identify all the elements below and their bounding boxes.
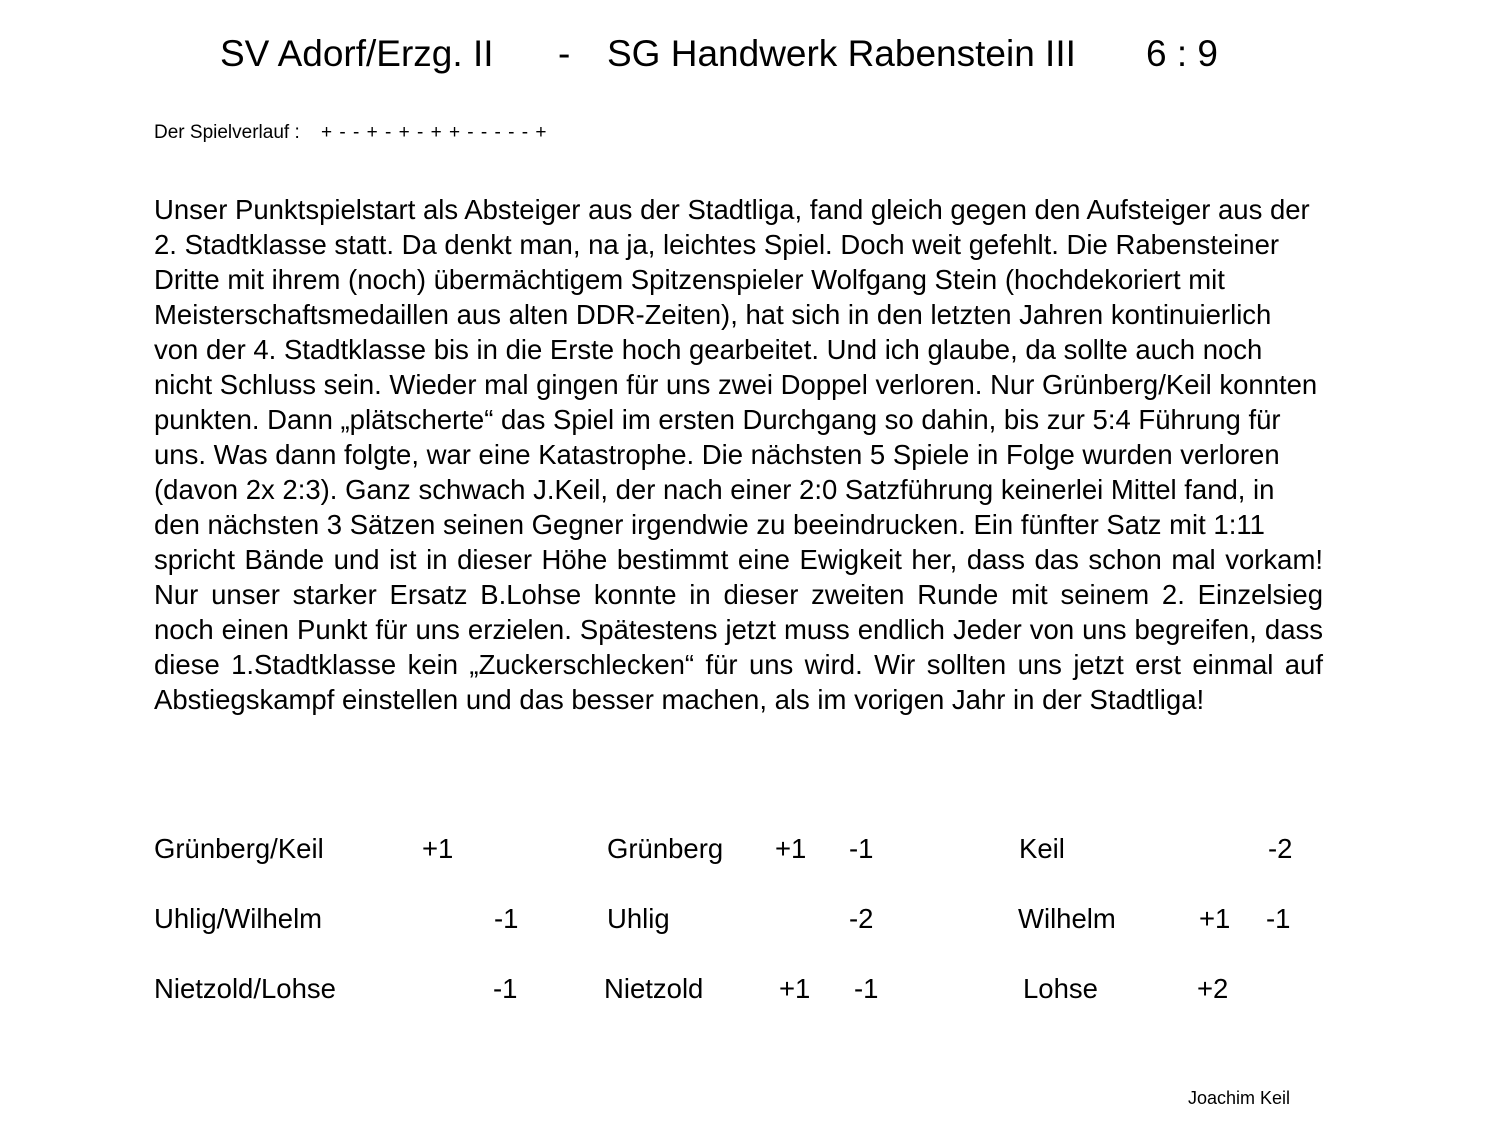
single-plus: +2: [1197, 973, 1229, 1004]
single-name: Lohse: [1023, 973, 1098, 1004]
single-name: Grünberg: [607, 833, 724, 864]
doubles-name: Nietzold/Lohse: [154, 973, 336, 1004]
home-team: SV Adorf/Erzg. II: [220, 33, 494, 74]
single-name: Wilhelm: [1018, 903, 1116, 934]
doubles-minus: -1: [494, 903, 519, 934]
match-score: 6 : 9: [1146, 33, 1218, 74]
single-plus: +1: [779, 973, 811, 1004]
single-name: Nietzold: [604, 973, 704, 1004]
single-name: Keil: [1019, 833, 1065, 864]
title-separator: -: [558, 33, 571, 74]
report-paragraph-1: Unser Punktspielstart als Absteiger aus der Stadtliga, fand gleich gegen den Aufsteiger aus der 2. Stadtklasse statt. Da denkt man, na ja, leichtes Spiel. Doch weit gefehlt. Die Rabensteiner Dritte mit ihrem (noch) übermächtigem Spitzenspieler Wolfgang Stein (hochdekoriert mit Meisterschaftsmedaillen aus alten DDR-Zeiten), hat sich in den letzten Jahren kontinuierlich von der 4. Stadtklasse bis in die Erste hoch gearbeitet. Und ich glaube, da sollte auch noch nicht Schluss sein. Wieder mal gingen für uns zwei Doppel verloren. Nur Grünberg/Keil konnten punkten. Dann „plätscherte“ das Spiel im ersten Durchgang so dahin, bis zur 5:4 Führung für uns. Was dann folgte, war eine Katastrophe. Die nächsten 5 Spiele in Folge wurden verloren (davon 2x 2:3). Ganz schwach J.Keil, der nach einer 2:0 Satzführung keinerlei Mittel fand, in den nächsten 3 Sätzen seinen Gegner irgendwie zu beeindrucken. Ein fünfter Satz mit 1:11: [154, 194, 1318, 540]
single-minus: -1: [854, 973, 879, 1004]
single-name: Uhlig: [607, 903, 670, 934]
report-paragraph-2: spricht Bände und ist in dieser Höhe bestimmt eine Ewigkeit her, dass das schon mal vorkam! Nur unser starker Ersatz B.Lohse konnte in dieser zweiten Runde mit seinem 2. Einzelsieg noch einen Punkt für uns erzielen. Spätestens jetzt muss endlich Jeder von uns begreifen, dass diese 1.Stadtklasse kein „Zuckerschlecken“ für uns wird. Wir sollten uns jetzt erst einmal auf Abstiegskampf einstellen und das besser machen, als im vorigen Jahr in der Stadtliga!: [154, 544, 1323, 715]
single-minus: -1: [1266, 903, 1291, 934]
doubles-minus: -1: [493, 973, 518, 1004]
single-minus: -2: [1268, 833, 1293, 864]
game-progress-sequence: + - - + - + - + + - - - - - +: [321, 122, 548, 143]
author-signature: Joachim Keil: [1188, 1088, 1291, 1108]
single-minus: -1: [849, 833, 874, 864]
single-minus: -2: [849, 903, 874, 934]
game-progress: [154, 121, 547, 145]
match-report: [154, 192, 1323, 717]
single-plus: +1: [775, 833, 807, 864]
doubles-name: Grünberg/Keil: [154, 833, 324, 864]
game-progress-label: Der Spielverlauf :: [154, 122, 300, 143]
single-plus: +1: [1199, 903, 1231, 934]
doubles-plus: +1: [422, 833, 454, 864]
away-team: SG Handwerk Rabenstein III: [607, 33, 1076, 74]
player-results: [0, 829, 1488, 1029]
doubles-name: Uhlig/Wilhelm: [154, 903, 323, 934]
